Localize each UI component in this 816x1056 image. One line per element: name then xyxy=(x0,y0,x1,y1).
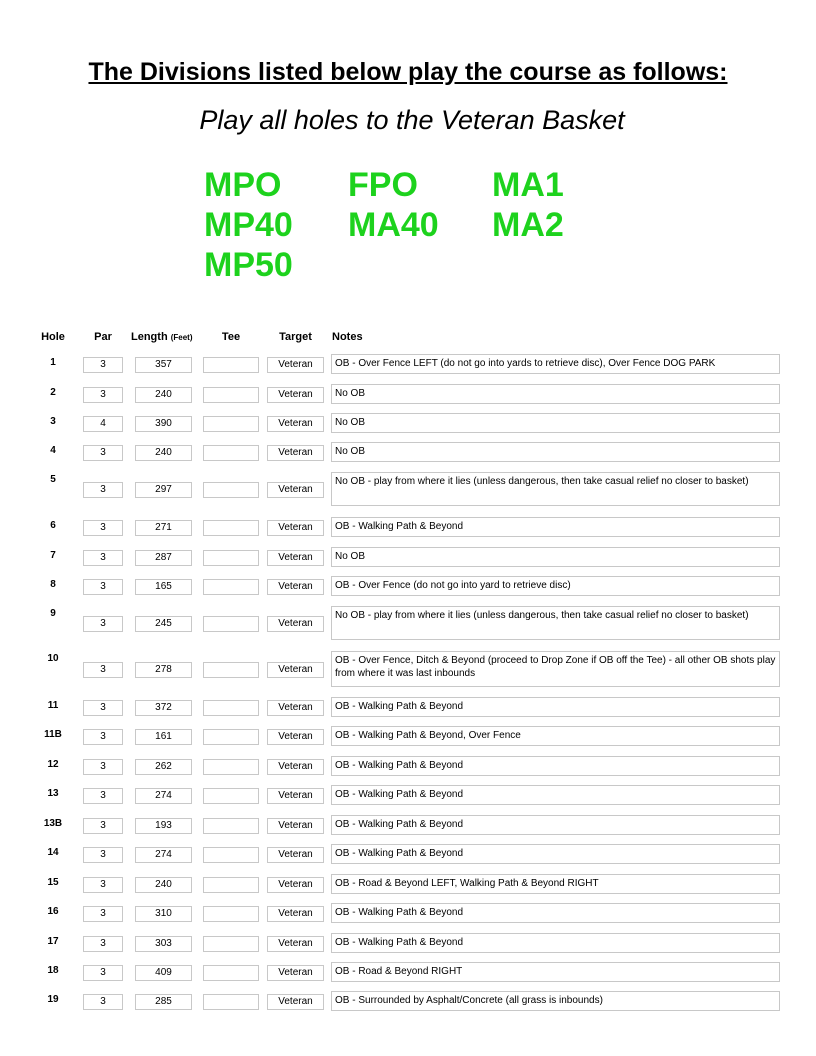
par-field[interactable]: 3 xyxy=(83,788,123,804)
header-notes: Notes xyxy=(332,331,363,343)
header-length-label: Length xyxy=(131,331,168,343)
par-field[interactable]: 3 xyxy=(83,520,123,536)
target-field[interactable]: Veteran xyxy=(267,788,324,804)
length-field[interactable]: 357 xyxy=(135,357,192,373)
length-field[interactable]: 278 xyxy=(135,662,192,678)
length-field[interactable]: 161 xyxy=(135,729,192,745)
table-row xyxy=(0,517,816,537)
notes-field[interactable]: No OB xyxy=(331,413,780,433)
length-field[interactable]: 193 xyxy=(135,818,192,834)
tee-field[interactable] xyxy=(203,387,259,403)
target-field[interactable]: Veteran xyxy=(267,759,324,775)
tee-field[interactable] xyxy=(203,877,259,893)
notes-field[interactable]: OB - Walking Path & Beyond, Over Fence xyxy=(331,726,780,746)
notes-field[interactable]: OB - Road & Beyond LEFT, Walking Path & Beyond RIGHT xyxy=(331,874,780,894)
hole-number: 11B xyxy=(44,729,62,740)
tee-field[interactable] xyxy=(203,482,259,498)
hole-number: 8 xyxy=(50,579,56,590)
notes-field[interactable]: OB - Over Fence, Ditch & Beyond (proceed to Drop Zone if OB off the Tee) - all other OB shots play from where it was last inbounds xyxy=(331,651,780,687)
par-field[interactable]: 3 xyxy=(83,906,123,922)
division-label: MP40 xyxy=(204,206,293,244)
tee-field[interactable] xyxy=(203,906,259,922)
hole-number: 2 xyxy=(50,387,56,398)
par-field[interactable]: 3 xyxy=(83,616,123,632)
notes-field[interactable]: OB - Walking Path & Beyond xyxy=(331,903,780,923)
target-field[interactable]: Veteran xyxy=(267,520,324,536)
table-row xyxy=(0,606,816,640)
tee-field[interactable] xyxy=(203,616,259,632)
par-field[interactable]: 3 xyxy=(83,818,123,834)
hole-number: 11 xyxy=(47,700,59,711)
hole-number: 10 xyxy=(47,653,59,664)
tee-field[interactable] xyxy=(203,357,259,373)
target-field[interactable]: Veteran xyxy=(267,877,324,893)
target-field[interactable]: Veteran xyxy=(267,416,324,432)
hole-number: 18 xyxy=(47,965,59,976)
hole-number: 19 xyxy=(47,994,59,1005)
par-field[interactable]: 3 xyxy=(83,729,123,745)
division-label: MA2 xyxy=(492,206,564,244)
hole-number: 13 xyxy=(47,788,59,799)
target-field[interactable]: Veteran xyxy=(267,616,324,632)
page-subheading: Play all holes to the Veteran Basket xyxy=(199,105,625,135)
hole-number: 1 xyxy=(50,357,56,368)
par-field[interactable]: 3 xyxy=(83,579,123,595)
notes-field[interactable]: No OB - play from where it lies (unless dangerous, then take casual relief no closer to basket) xyxy=(331,472,780,506)
tee-field[interactable] xyxy=(203,520,259,536)
division-label: FPO xyxy=(348,166,418,204)
target-field[interactable]: Veteran xyxy=(267,445,324,461)
table-row xyxy=(0,442,816,462)
notes-field[interactable]: No OB xyxy=(331,384,780,404)
table-row xyxy=(0,547,816,567)
target-field[interactable]: Veteran xyxy=(267,994,324,1010)
length-field[interactable]: 409 xyxy=(135,965,192,981)
hole-number: 7 xyxy=(50,550,56,561)
tee-field[interactable] xyxy=(203,579,259,595)
target-field[interactable]: Veteran xyxy=(267,965,324,981)
target-field[interactable]: Veteran xyxy=(267,729,324,745)
table-row xyxy=(0,576,816,596)
hole-number: 3 xyxy=(50,416,56,427)
table-row xyxy=(0,384,816,404)
tee-field[interactable] xyxy=(203,759,259,775)
notes-field[interactable]: OB - Road & Beyond RIGHT xyxy=(331,962,780,982)
par-field[interactable]: 3 xyxy=(83,700,123,716)
target-field[interactable]: Veteran xyxy=(267,550,324,566)
par-field[interactable]: 3 xyxy=(83,550,123,566)
target-field[interactable]: Veteran xyxy=(267,662,324,678)
par-field[interactable]: 3 xyxy=(83,445,123,461)
notes-field[interactable]: OB - Over Fence LEFT (do not go into yards to retrieve disc), Over Fence DOG PARK xyxy=(331,354,780,374)
par-field[interactable]: 3 xyxy=(83,482,123,498)
table-row xyxy=(0,756,816,776)
length-field[interactable]: 274 xyxy=(135,788,192,804)
table-row xyxy=(0,815,816,835)
tee-field[interactable] xyxy=(203,729,259,745)
notes-field[interactable]: OB - Walking Path & Beyond xyxy=(331,785,780,805)
division-label: MP50 xyxy=(204,246,293,284)
tee-field[interactable] xyxy=(203,788,259,804)
table-row xyxy=(0,962,816,982)
hole-number: 12 xyxy=(47,759,59,770)
length-field[interactable]: 372 xyxy=(135,700,192,716)
tee-field[interactable] xyxy=(203,445,259,461)
par-field[interactable]: 4 xyxy=(83,416,123,432)
division-label: MA40 xyxy=(348,206,439,244)
tee-field[interactable] xyxy=(203,818,259,834)
length-field[interactable]: 165 xyxy=(135,579,192,595)
par-field[interactable]: 3 xyxy=(83,994,123,1010)
notes-field[interactable]: OB - Surrounded by Asphalt/Concrete (all grass is inbounds) xyxy=(331,991,780,1011)
length-field[interactable]: 287 xyxy=(135,550,192,566)
par-field[interactable]: 3 xyxy=(83,387,123,403)
table-row xyxy=(0,874,816,894)
length-field[interactable]: 245 xyxy=(135,616,192,632)
tee-field[interactable] xyxy=(203,936,259,952)
hole-number: 15 xyxy=(47,877,59,888)
length-field[interactable]: 240 xyxy=(135,387,192,403)
tee-field[interactable] xyxy=(203,662,259,678)
par-field[interactable]: 3 xyxy=(83,357,123,373)
table-row xyxy=(0,697,816,717)
target-field[interactable]: Veteran xyxy=(267,818,324,834)
hole-number: 17 xyxy=(47,936,59,947)
length-field[interactable]: 262 xyxy=(135,759,192,775)
header-length-unit: (Feet) xyxy=(170,333,193,342)
length-field[interactable]: 297 xyxy=(135,482,192,498)
length-field[interactable]: 303 xyxy=(135,936,192,952)
target-field[interactable]: Veteran xyxy=(267,357,324,373)
notes-field[interactable]: OB - Walking Path & Beyond xyxy=(331,844,780,864)
table-row xyxy=(0,413,816,433)
notes-field[interactable]: OB - Walking Path & Beyond xyxy=(331,697,780,717)
target-field[interactable]: Veteran xyxy=(267,906,324,922)
table-row xyxy=(0,472,816,506)
table-row xyxy=(0,785,816,805)
target-field[interactable]: Veteran xyxy=(267,387,324,403)
header-tee: Tee xyxy=(221,331,241,343)
target-field[interactable]: Veteran xyxy=(267,482,324,498)
header-target: Target xyxy=(279,331,312,343)
length-field[interactable]: 240 xyxy=(135,877,192,893)
par-field[interactable]: 3 xyxy=(83,936,123,952)
notes-field[interactable]: OB - Walking Path & Beyond xyxy=(331,815,780,835)
table-row xyxy=(0,844,816,864)
target-field[interactable]: Veteran xyxy=(267,579,324,595)
length-field[interactable]: 274 xyxy=(135,847,192,863)
hole-number: 14 xyxy=(47,847,59,858)
division-label: MPO xyxy=(204,166,282,204)
par-field[interactable]: 3 xyxy=(83,965,123,981)
page-heading: The Divisions listed below play the course as follows: xyxy=(88,58,728,86)
notes-field[interactable]: OB - Walking Path & Beyond xyxy=(331,517,780,537)
hole-number: 4 xyxy=(50,445,56,456)
target-field[interactable]: Veteran xyxy=(267,936,324,952)
hole-number: 9 xyxy=(50,608,56,619)
header-par: Par xyxy=(94,331,112,343)
hole-number: 6 xyxy=(50,520,56,531)
table-row xyxy=(0,354,816,374)
length-field[interactable]: 310 xyxy=(135,906,192,922)
table-row xyxy=(0,903,816,923)
tee-field[interactable] xyxy=(203,965,259,981)
table-row xyxy=(0,726,816,746)
table-row xyxy=(0,651,816,687)
target-field[interactable]: Veteran xyxy=(267,700,324,716)
tee-field[interactable] xyxy=(203,994,259,1010)
hole-number: 5 xyxy=(50,474,56,485)
par-field[interactable]: 3 xyxy=(83,759,123,775)
target-field[interactable]: Veteran xyxy=(267,847,324,863)
notes-field[interactable]: No OB xyxy=(331,547,780,567)
length-field[interactable]: 240 xyxy=(135,445,192,461)
tee-field[interactable] xyxy=(203,700,259,716)
table-row xyxy=(0,933,816,953)
notes-field[interactable]: OB - Over Fence (do not go into yard to retrieve disc) xyxy=(331,576,780,596)
tee-field[interactable] xyxy=(203,550,259,566)
tee-field[interactable] xyxy=(203,847,259,863)
length-field[interactable]: 271 xyxy=(135,520,192,536)
par-field[interactable]: 3 xyxy=(83,847,123,863)
par-field[interactable]: 3 xyxy=(83,662,123,678)
hole-number: 16 xyxy=(47,906,59,917)
length-field[interactable]: 285 xyxy=(135,994,192,1010)
par-field[interactable]: 3 xyxy=(83,877,123,893)
table-row xyxy=(0,991,816,1011)
header-length xyxy=(131,331,197,343)
length-field[interactable]: 390 xyxy=(135,416,192,432)
division-label: MA1 xyxy=(492,166,564,204)
notes-field[interactable]: OB - Walking Path & Beyond xyxy=(331,933,780,953)
header-hole: Hole xyxy=(41,331,65,343)
hole-number: 13B xyxy=(43,818,63,829)
notes-field[interactable]: No OB - play from where it lies (unless dangerous, then take casual relief no closer to basket) xyxy=(331,606,780,640)
tee-field[interactable] xyxy=(203,416,259,432)
notes-field[interactable]: OB - Walking Path & Beyond xyxy=(331,756,780,776)
notes-field[interactable]: No OB xyxy=(331,442,780,462)
